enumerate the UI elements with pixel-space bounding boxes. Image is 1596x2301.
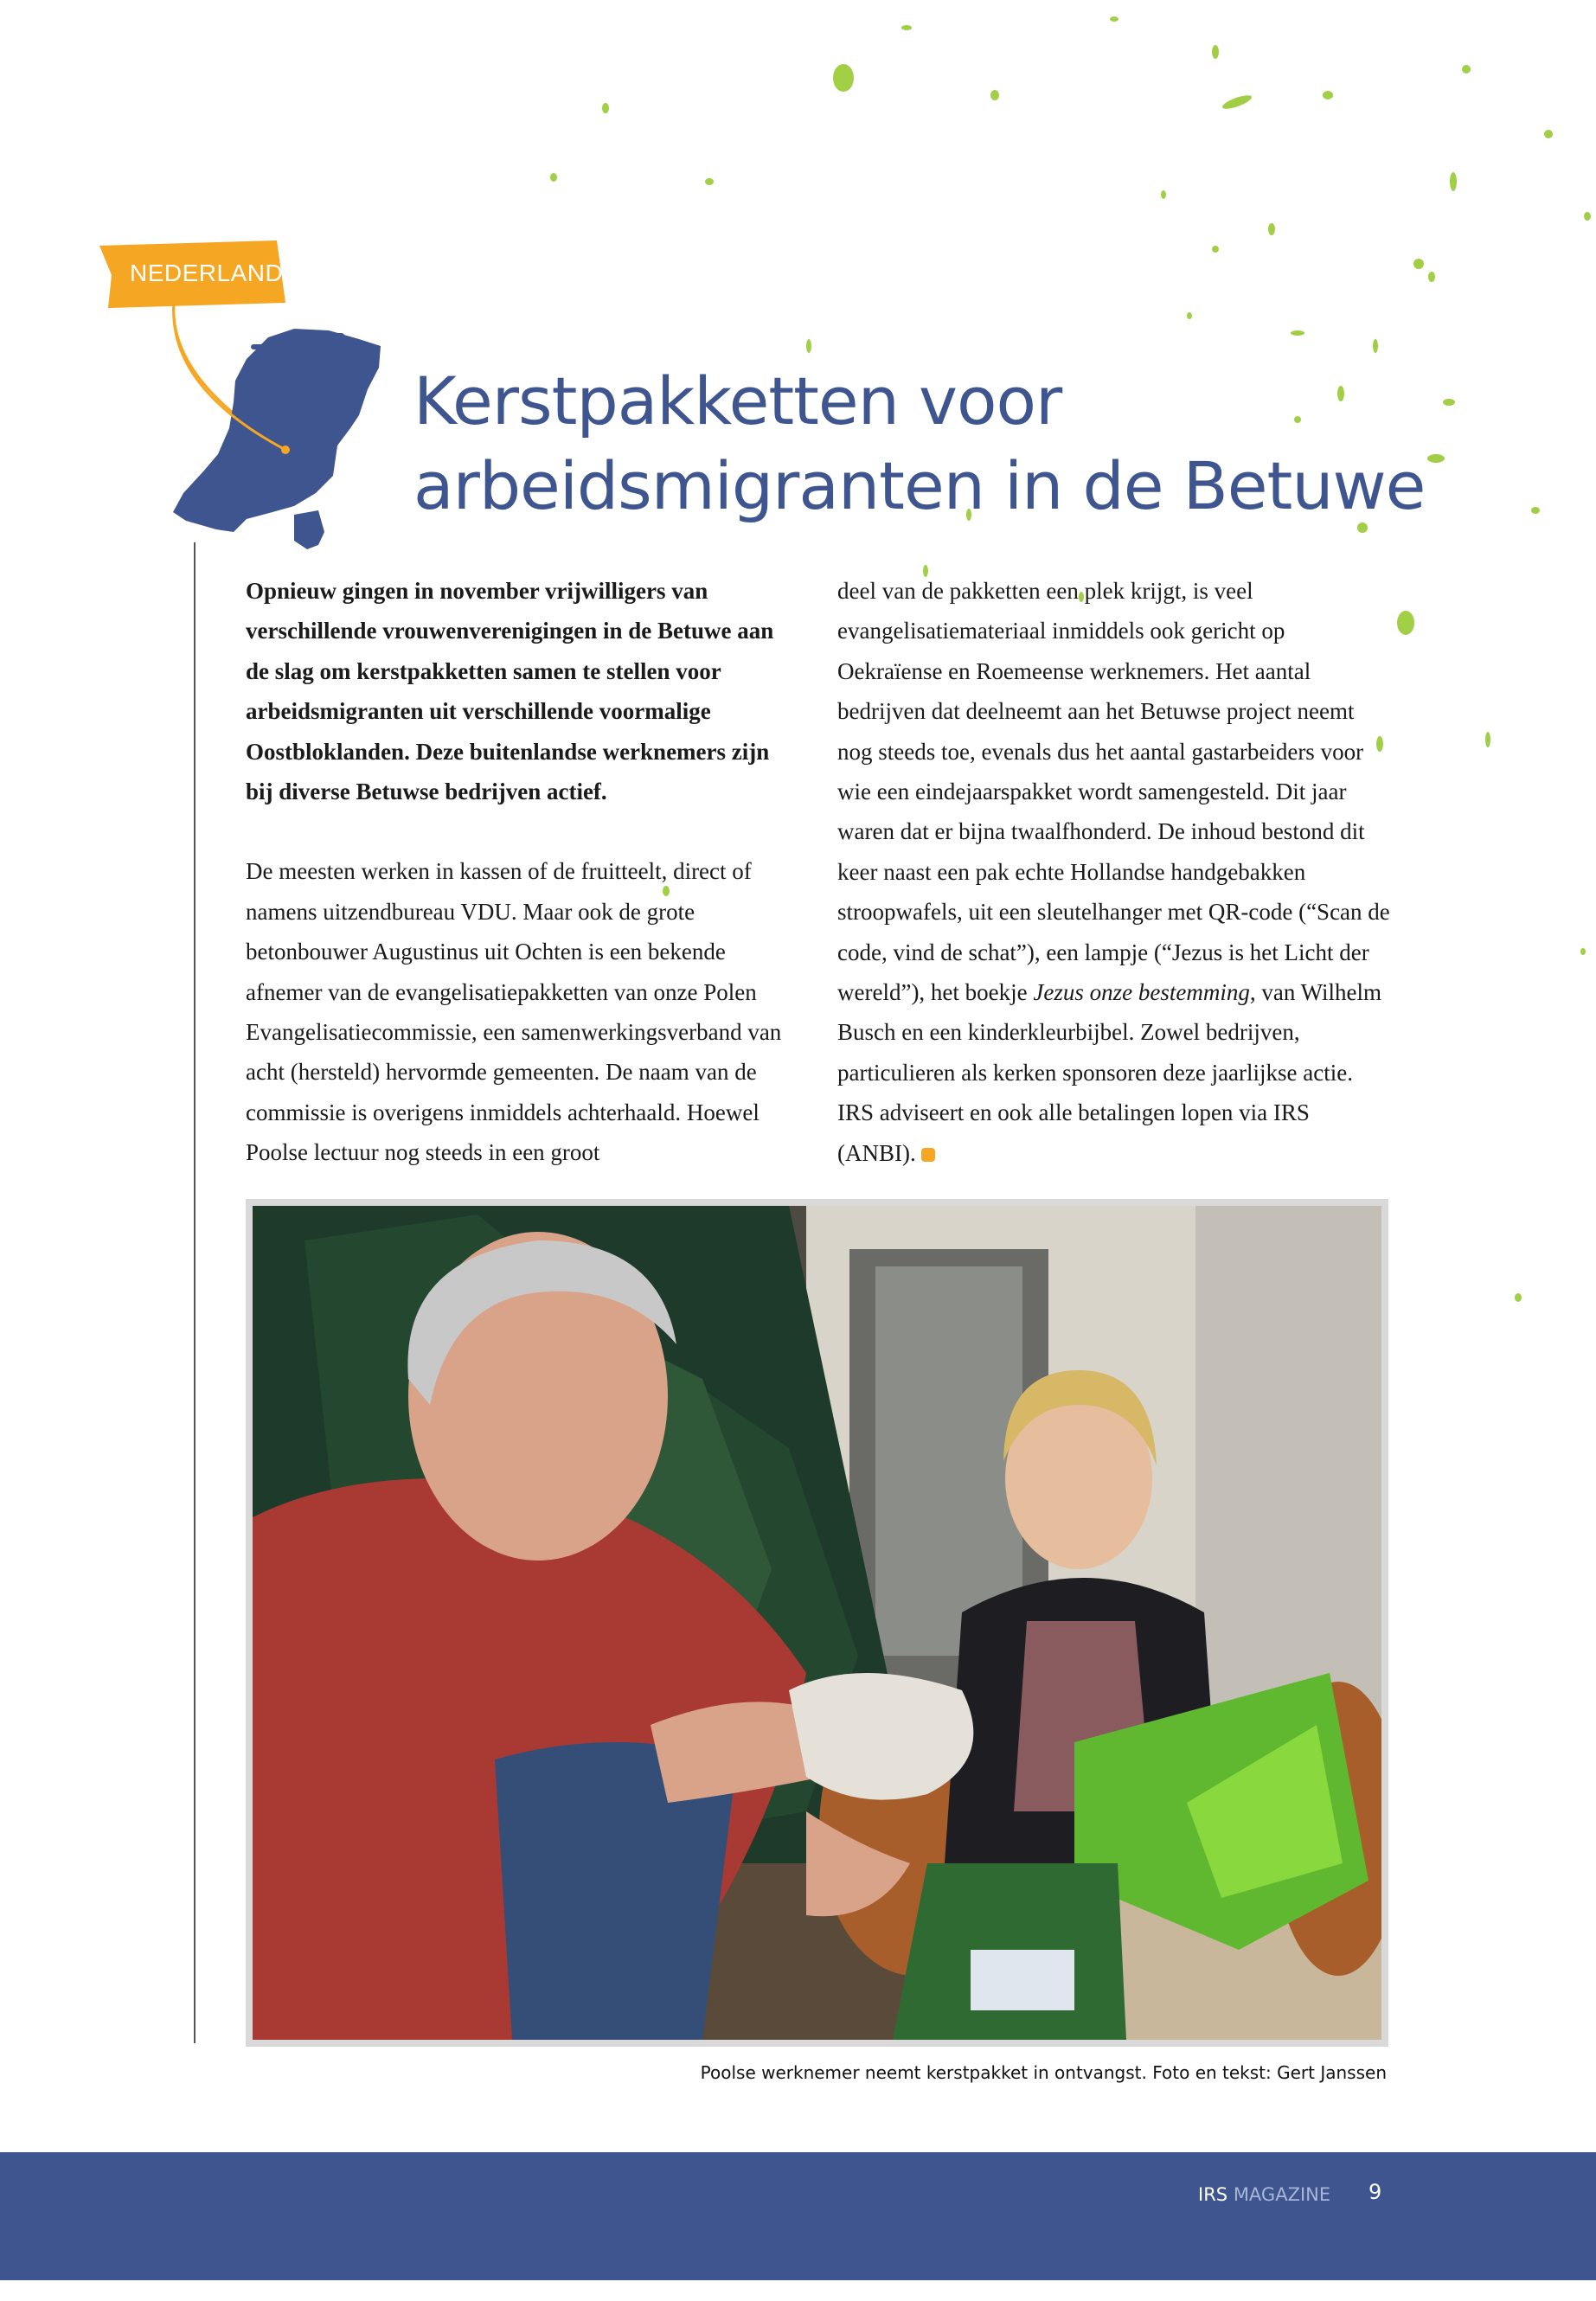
body-right-part-1: deel van de pakketten een plek krijgt, is veel evangelisatiemateriaal inmiddels ook gericht op Oekraïense en Roemeense werknemers. Het aantal bedrijven dat deelneemt aan het Betuwse project neemt nog steeds toe, evenals dus het aantal gastarbeiders voor wie een eindejaarspakket wordt samengesteld. Dit jaar waren dat er bijna twaalfhonderd. De inhoud bestond dit keer naast een pak echte Hollandse handgebakken stroopwafels, uit een sleutelhanger met QR-code (“Scan de code, vind de schat”), een lampje (“Jezus is het Licht der wereld”), het boekje: [837, 578, 1390, 1006]
article-photo: [253, 1206, 1381, 2040]
title-line-1: Kerstpakketten voor: [413, 362, 1062, 439]
footer-brand-magazine: MAGAZINE: [1233, 2184, 1331, 2205]
netherlands-map-icon: [164, 285, 433, 562]
section-tag: NEDERLAND: [130, 260, 284, 286]
title-line-2: arbeidsmigranten in de Betuwe: [413, 447, 1426, 524]
article-body-left: De meesten werken in kassen of de fruitteelt, direct of namens uitzendbureau VDU. Maar ook de grote betonbouwer Augustinus uit Ochten is een bekende afnemer van de evangelisatiepakketten van onze Polen Evangelisatiecommissie, een samenwerkingsverband van acht (hersteld) hervormde gemeenten. De naam van de commissie is overigens inmiddels achterhaald. Hoewel Poolse lectuur nog steeds in een groot: [246, 858, 782, 1166]
footer-band: [0, 2152, 1596, 2280]
left-rule: [194, 542, 195, 2043]
article-column-left: [246, 571, 799, 1173]
article-title: [413, 359, 1452, 529]
article-lead: Opnieuw gingen in november vrijwilligers van verschillende vrouwenverenigingen in de Betuwe aan de slag om kerstpakketten samen te stellen voor arbeidsmigranten uit verschillende voormalige Oostbloklanden. Deze buitenlandse werknemers zijn bij diverse Betuwse bedrijven actief.: [246, 578, 774, 805]
end-mark-icon: [921, 1148, 935, 1162]
body-right-part-2: , van Wilhelm Busch en een kinderkleurbijbel. Zowel bedrijven, particulieren als kerken sponsoren deze jaarlijkse actie. IRS adviseert en ook alle betalingen lopen via IRS (ANBI).: [837, 979, 1381, 1166]
footer-brand: [1198, 2184, 1330, 2205]
photo-caption: Poolse werknemer neemt kerstpakket in ontvangst. Foto en tekst: Gert Janssen: [700, 2062, 1387, 2083]
page-number: 9: [1368, 2180, 1382, 2204]
footer-brand-irs: IRS: [1198, 2184, 1228, 2205]
photo-frame: [246, 1199, 1388, 2047]
article-body-right: [837, 571, 1391, 1173]
article-column-right: [837, 571, 1391, 1173]
book-title: Jezus onze bestemming: [1033, 979, 1250, 1006]
